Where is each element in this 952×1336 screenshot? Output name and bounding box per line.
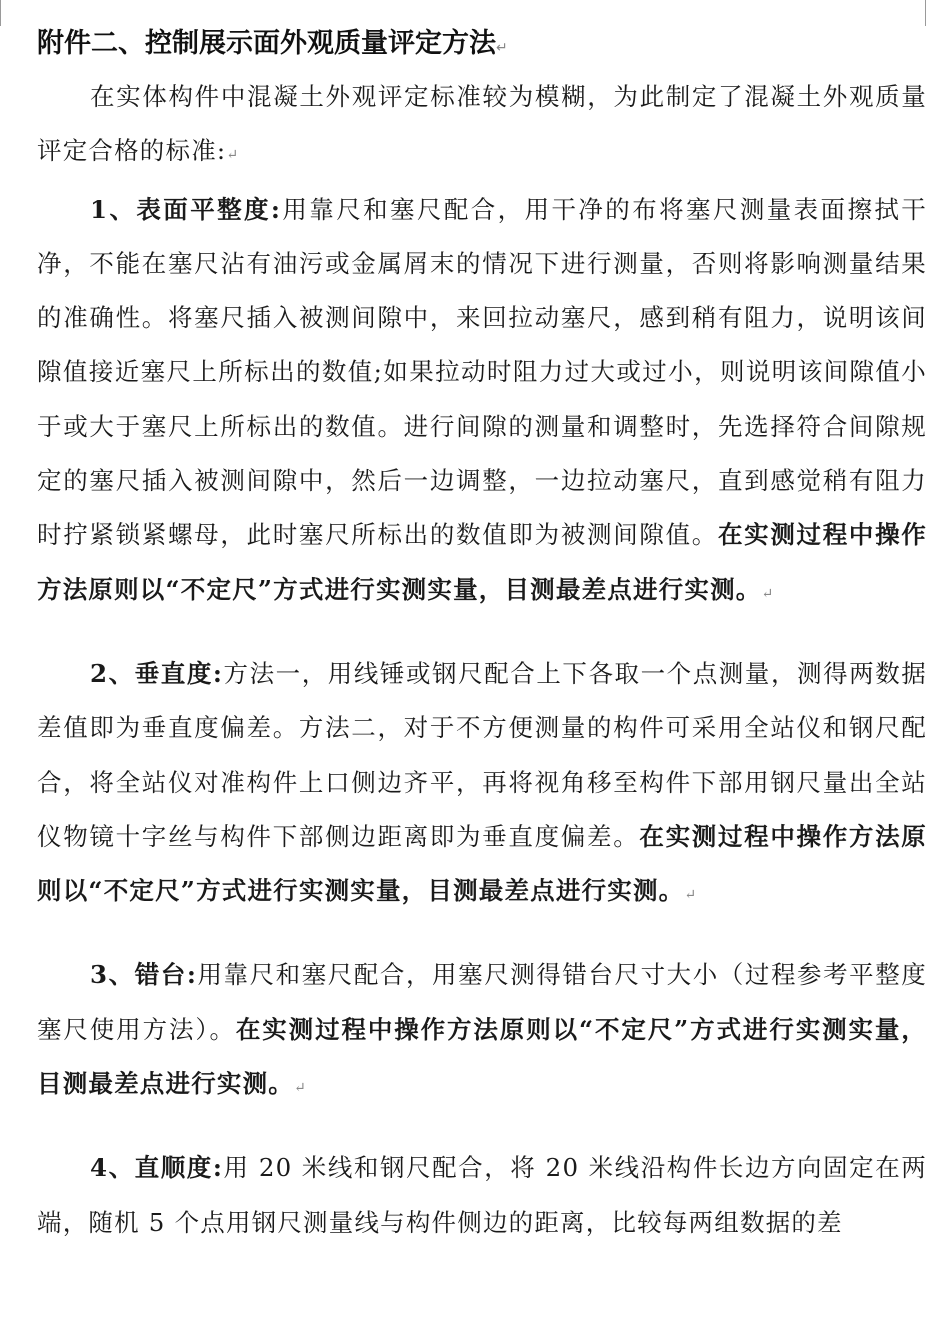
item-text: 用靠尺和塞尺配合，用塞尺测得错台尺寸大小（过程参考平整度塞尺使用方法）。	[37, 960, 927, 1044]
paragraph-gap	[37, 621, 927, 647]
item-bold-text: 在实测过程中操作方法原则以“不定尺”方式进行实测实量，目测最差点进行实测。	[37, 520, 927, 604]
paragraph-mark-icon: ↵	[496, 40, 508, 56]
item-number: 1、	[90, 194, 137, 224]
item-label: 错台:	[134, 960, 198, 990]
paragraph-gap	[37, 922, 927, 948]
document-page	[37, 24, 927, 1250]
item-number: 3、	[90, 960, 135, 990]
paragraph-mark-icon: ↵	[294, 1080, 307, 1097]
item-label: 表面平整度:	[136, 194, 282, 224]
document-heading	[37, 24, 927, 68]
paragraph-mark-icon: ↵	[226, 147, 240, 164]
paragraph-gap	[37, 1115, 927, 1141]
paragraph-mark-icon: ↵	[684, 887, 698, 904]
item-paragraph-3	[37, 948, 927, 1115]
heading-text: 附件二、控制展示面外观质量评定方法	[37, 28, 496, 59]
intro-text: 在实体构件中混凝土外观评定标准较为模糊，为此制定了混凝土外观质量评定合格的标准:	[37, 82, 927, 166]
intro-paragraph	[37, 70, 927, 183]
item-bold-text: 在实测过程中操作方法原则以“不定尺”方式进行实测实量，目测最差点进行实测。	[37, 1014, 927, 1099]
item-paragraph-4	[37, 1141, 927, 1250]
paragraph-mark-icon: ↵	[761, 585, 775, 602]
item-paragraph-2	[37, 647, 927, 922]
item-text: 用靠尺和塞尺配合，用干净的布将塞尺测量表面擦拭干净，不能在塞尺沾有油污或金属屑末的情况下进行测量，否则将影响测量结果的准确性。将塞尺插入被测间隙中，来回拉动塞尺，感到稍有阻力，说明该间隙值接近塞尺上所标出的数值;如果拉动时阻力过大或过小，则说明该间隙值小于或大于塞尺上所标出的数值。进行间隙的测量和调整时，先选择符合间隙规定的塞尺插入被测间隙中，然后一边调整，一边拉动塞尺，直到感觉稍有阻力时拧紧锁紧螺母，此时塞尺所标出的数值即为被测间隙值。	[37, 194, 927, 550]
item-text: 用 20 米线和钢尺配合，将 20 米线沿构件长边方向固定在两端，随机 5 个点用钢尺测量线与构件侧边的距离，比较每两组数据的差	[37, 1153, 927, 1237]
item-label: 垂直度:	[134, 658, 224, 688]
item-number: 2、	[90, 658, 135, 688]
item-text: 方法一，用线锤或钢尺配合上下各取一个点测量，测得两数据差值即为垂直度偏差。方法二，对于不方便测量的构件可采用全站仪和钢尺配合，将全站仪对准构件上口侧边齐平，再将视角移至构件下部用钢尺量出全站仪物镜十字丝与构件下部侧边距离即为垂直度偏差。	[37, 658, 927, 851]
item-paragraph-1	[37, 183, 927, 621]
crop-mark-left	[0, 0, 1, 26]
item-number: 4、	[90, 1153, 135, 1183]
crop-mark-right	[925, 0, 926, 26]
item-bold-text: 在实测过程中操作方法原则以“不定尺”方式进行实测实量，目测最差点进行实测。	[37, 821, 927, 906]
item-label: 直顺度:	[134, 1153, 224, 1183]
